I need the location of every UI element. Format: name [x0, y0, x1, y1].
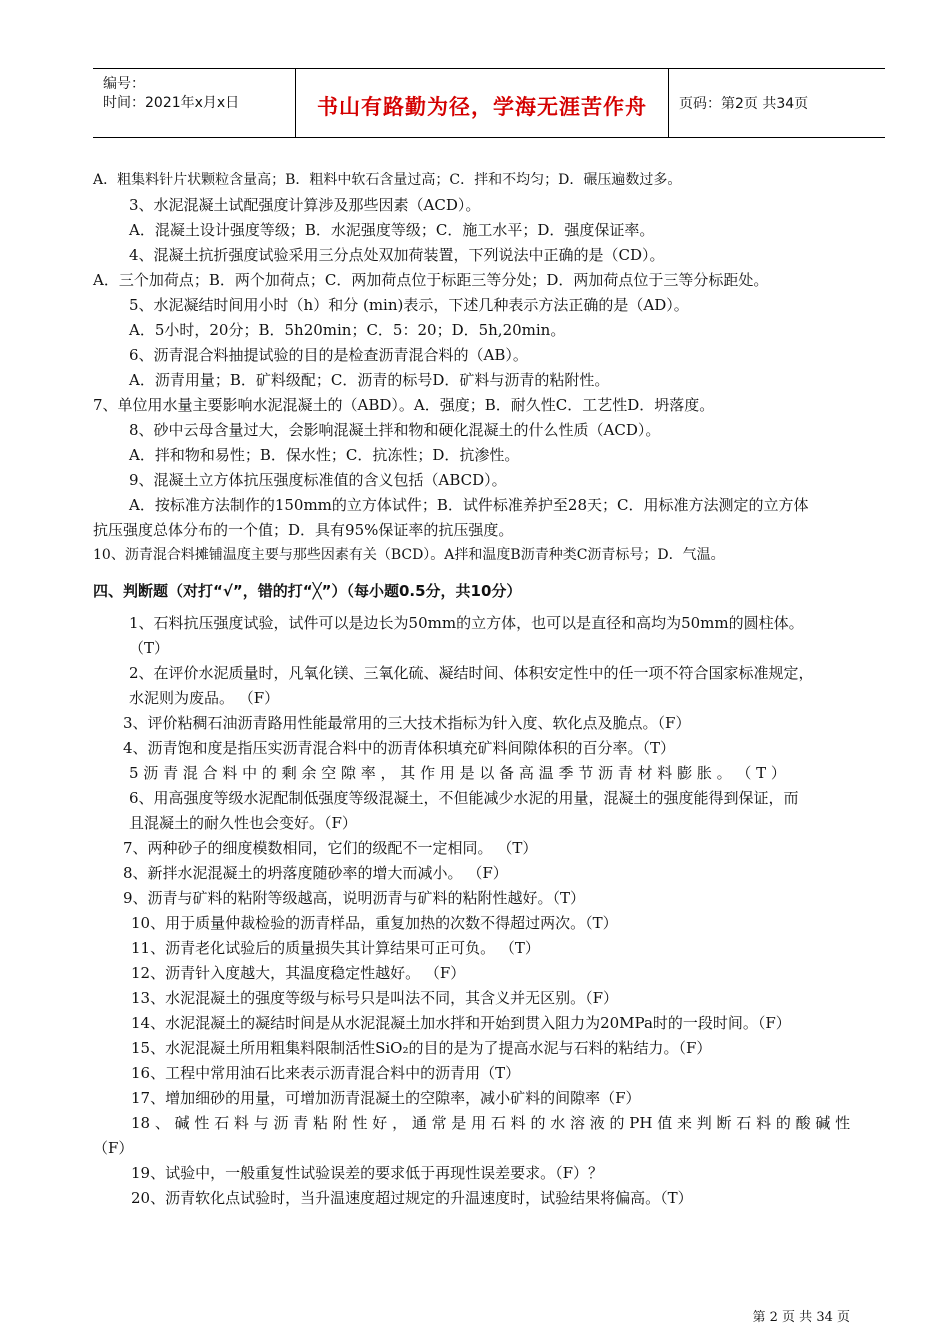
document-header	[93, 68, 885, 138]
judge-line: 19、试验中，一般重复性试验误差的要求低于再现性误差要求。（F）？	[131, 1164, 603, 1182]
text-line: A．5小时，20分；B．5h20min；C．5：20；D．5h,20min。	[129, 321, 566, 339]
judge-line: 10、用于质量仲裁检验的沥青样品，重复加热的次数不得超过两次。（T）	[131, 914, 618, 932]
judge-line: 16、工程中常用油石比来表示沥青混合料中的沥青用（T）	[131, 1064, 521, 1082]
judge-line: 14、水泥混凝土的凝结时间是从水泥混凝土加水拌和开始到贯入阻力为20MPa时的一段时间。（F）	[131, 1014, 791, 1032]
text-line: 8、砂中云母含量过大，会影响混凝土拌和物和硬化混凝土的什么性质（ACD）。	[129, 421, 661, 439]
judge-line: 9、沥青与矿料的粘附等级越高，说明沥青与矿料的粘附性越好。（T）	[123, 889, 586, 907]
section-title: 四、判断题（对打“√”，错的打“╳”）（每小题0.5分，共10分）	[93, 582, 522, 600]
judge-line: （F）	[93, 1139, 134, 1157]
motto: 书山有路勤为径，学海无涯苦作舟	[317, 95, 647, 119]
judge-line: 1、石料抗压强度试验，试件可以是边长为50mm的立方体，也可以是直径和高均为50mm的圆柱体。	[129, 614, 804, 632]
number-label: 编号：	[103, 76, 145, 92]
judge-line: 5 沥 青 混 合 料 中 的 剩 余 空 隙 率 ， 其 作 用 是 以 备 高 温 季 节 沥 青 材 料 膨 胀 。 （ T ）	[129, 764, 786, 782]
text-line: 4、混凝土抗折强度试验采用三分点处双加荷装置，下列说法中正确的是（CD）。	[129, 246, 665, 264]
text-line: A．三个加荷点；B．两个加荷点；C．两加荷点位于标距三等分处；D．两加荷点位于三等分标距处。	[93, 271, 769, 289]
text-line: 6、沥青混合料抽提试验的目的是检查沥青混合料的（AB）。	[129, 346, 528, 364]
text-line: 7、单位用水量主要影响水泥混凝土的（ABD）。A．强度；B．耐久性C．工艺性D．坍落度。	[93, 396, 715, 414]
judge-line: 17、增加细砂的用量，可增加沥青混凝土的空隙率，减小矿料的间隙率（F）	[131, 1089, 641, 1107]
text-line: A．粗集料针片状颗粒含量高；B．粗料中软石含量过高；C．拌和不均匀；D．碾压遍数过多。	[93, 172, 682, 188]
page-footer: 第 2 页 共 34 页	[752, 1310, 850, 1325]
text-line: 9、混凝土立方体抗压强度标准值的含义包括（ABCD）。	[129, 471, 507, 489]
text-line: A．沥青用量；B．矿料级配；C．沥青的标号D．矿料与沥青的粘附性。	[129, 371, 610, 389]
judge-line: 18 、 碱 性 石 料 与 沥 青 粘 附 性 好 ， 通 常 是 用 石 料 的 水 溶 液 的 PH 值 来 判 断 石 料 的 酸 碱 性	[131, 1114, 851, 1132]
judge-line: 15、水泥混凝土所用粗集料限制活性SiO₂的目的是为了提高水泥与石料的粘结力。（F）	[131, 1039, 712, 1057]
judge-line: 2、在评价水泥质量时，凡氧化镁、三氧化硫、凝结时间、体积安定性中的任一项不符合国家标准规定，	[129, 664, 814, 682]
page-label: 页码：第2页 共34页	[679, 96, 809, 112]
judge-line: （T）	[129, 639, 170, 657]
judge-line: 12、沥青针入度越大，其温度稳定性越好。 （F）	[131, 964, 466, 982]
time-label: 时间：2021年x月x日	[103, 95, 240, 111]
judge-line: 6、用高强度等级水泥配制低强度等级混凝土，不但能减少水泥的用量，混凝土的强度能得到保证，而	[129, 789, 799, 807]
text-line: A．混凝土设计强度等级；B．水泥强度等级；C．施工水平；D．强度保证率。	[129, 221, 655, 239]
text-line: 3、水泥混凝土试配强度计算涉及那些因素（ACD）。	[129, 196, 481, 214]
text-line: A．按标准方法制作的150mm的立方体试件；B．试件标准养护至28天；C．用标准方法测定的立方体	[129, 496, 809, 514]
header-page-cell	[669, 69, 885, 137]
judge-line: 水泥则为废品。 （F）	[129, 689, 280, 707]
header-motto-cell	[296, 69, 669, 137]
judge-line: 11、沥青老化试验后的质量损失其计算结果可正可负。 （T）	[131, 939, 540, 957]
judge-line: 13、水泥混凝土的强度等级与标号只是叫法不同，其含义并无区别。（F）	[131, 989, 618, 1007]
judge-line: 20、沥青软化点试验时，当升温速度超过规定的升温速度时，试验结果将偏高。（T）	[131, 1189, 693, 1207]
text-line: A．拌和物和易性；B．保水性；C．抗冻性；D．抗渗性。	[129, 446, 520, 464]
judge-line: 7、两种砂子的细度模数相同，它们的级配不一定相同。 （T）	[123, 839, 538, 857]
judge-line: 4、沥青饱和度是指压实沥青混合料中的沥青体积填充矿料间隙体积的百分率。（T）	[123, 739, 676, 757]
judge-line: 且混凝土的耐久性也会变好。（F）	[129, 814, 357, 832]
header-info-cell	[93, 69, 296, 137]
text-line: 抗压强度总体分布的一个值；D．具有95%保证率的抗压强度。	[93, 521, 514, 539]
judge-line: 8、新拌水泥混凝土的坍落度随砂率的增大而减小。 （F）	[123, 864, 508, 882]
text-line: 10、沥青混合料摊铺温度主要与那些因素有关（BCD）。A拌和温度B沥青种类C沥青标号；D．气温。	[93, 547, 725, 563]
text-line: 5、水泥凝结时间用小时（h）和分 (min)表示，下述几种表示方法正确的是（AD）。	[129, 296, 689, 314]
judge-line: 3、评价粘稠石油沥青路用性能最常用的三大技术指标为针入度、软化点及脆点。（F）	[123, 714, 691, 732]
